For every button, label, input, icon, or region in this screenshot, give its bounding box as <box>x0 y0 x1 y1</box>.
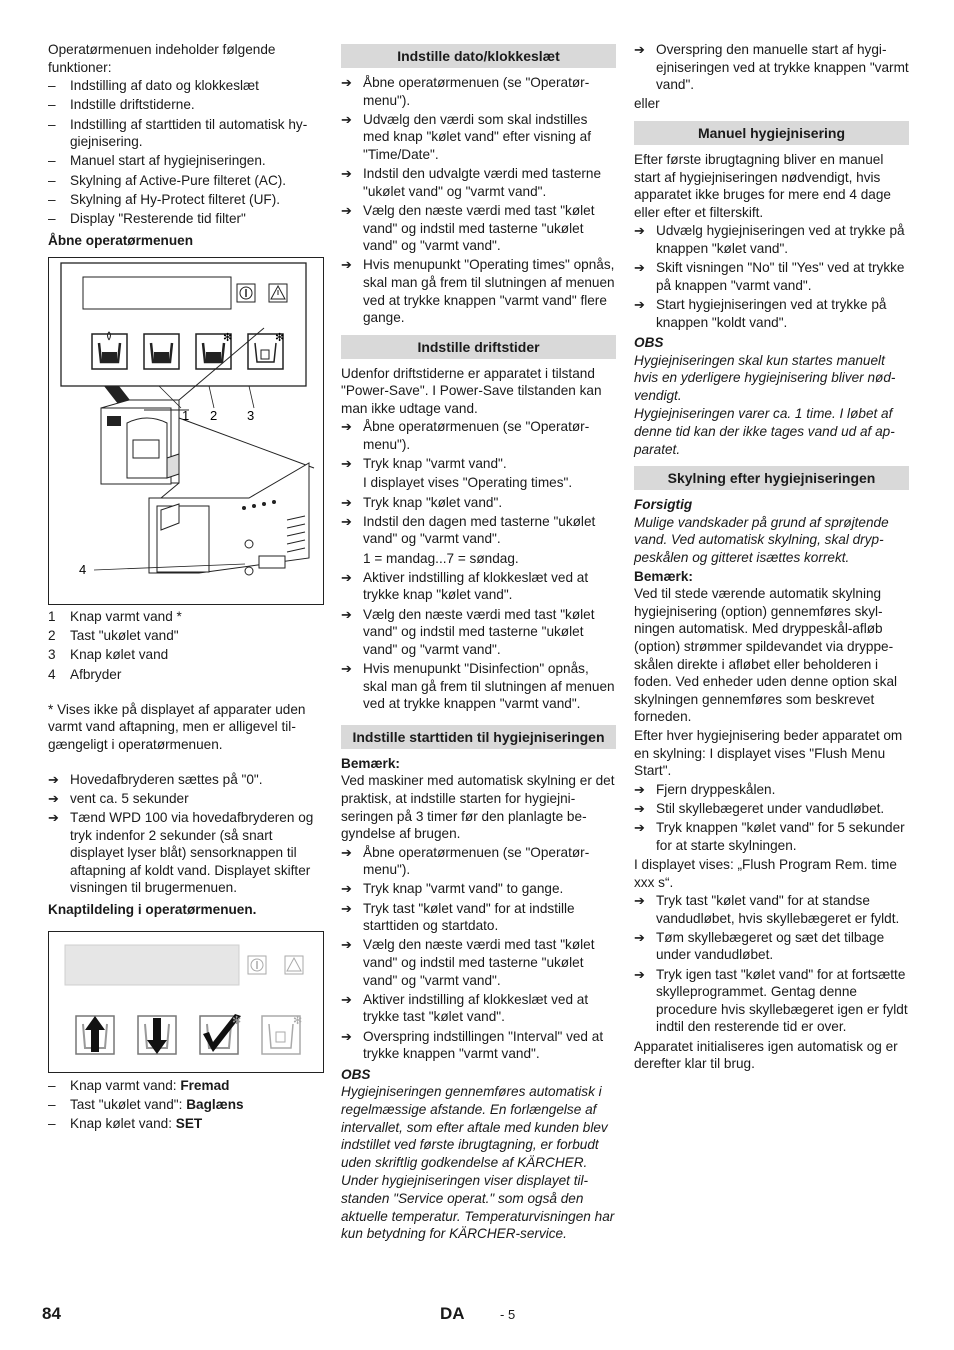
open-menu-heading: Åbne operatørmenuen <box>48 232 194 248</box>
list-item: – Indstille driftstiderne. <box>48 96 325 114</box>
step-item: ➔ Overspring den manuelle start af hygiejniseringen ved at trykke knappen "varmt vand". <box>634 41 909 94</box>
column-middle <box>341 44 616 1244</box>
step-item: ➔ Fjern dryppeskålen. <box>634 781 909 799</box>
paragraph: Hygiejniseringen skal kun startes manuelt hvis en yderligere hygiejnisering bliver nødvendigt. <box>634 352 896 403</box>
caution-label: Forsigtig <box>634 497 693 513</box>
legend-item: 3 Knap kølet vand <box>48 647 169 663</box>
step-item: ➔ Aktiver indstilling af klokkeslæt ved at trykke knap "kølet vand". <box>341 569 616 604</box>
paragraph: Apparatet initialiseres igen automatisk og er derefter klar til brug. <box>634 1038 898 1072</box>
step-item: ➔ Hvis menupunkt "Disinfection" opnås, skal man gå frem til slutningen af menuen ved at trykke knappen "varmt vand". <box>341 660 616 713</box>
step-item: ➔ Tryk knap "varmt vand" to gange. <box>341 880 616 898</box>
flush-icon <box>262 1014 302 1054</box>
paragraph: Efter hver hygiejnisering beder apparatet om en skylning: I displayet vises "Flush Menu Start". <box>634 727 903 779</box>
list-item: – Tast "ukølet vand": Baglæns <box>48 1096 325 1114</box>
section-heading: Indstille driftstider <box>341 335 616 359</box>
language-code: DA <box>440 1304 465 1323</box>
paragraph: eller <box>634 96 660 112</box>
obs-label: OBS <box>634 335 664 351</box>
step-item: ➔ Åbne operatørmenuen (se "Operatørmenu"). <box>341 844 616 879</box>
step-item: ➔ Tryk tast "kølet vand" for at indstille starttiden og startdato. <box>341 900 616 935</box>
step-item: ➔ Udvælg hygiejniseringen ved at trykke på knappen "kølet vand". <box>634 222 909 257</box>
keys-illustration <box>49 932 323 1072</box>
paragraph: I displayet vises: „Flush Program Rem. time xxx s“. <box>634 856 897 890</box>
figure-legend <box>48 608 325 683</box>
list-item: – Indstilling af starttiden til automatisk hygiejnisering. <box>48 116 325 151</box>
warning-icon <box>285 956 303 974</box>
step-item: ➔ Hovedafbryderen sættes på "0". <box>48 771 325 789</box>
step-item: ➔ Vælg den næste værdi med tast "kølet vand" og indstil med tasterne "ukølet vand" og "varmt vand". <box>341 936 616 989</box>
step-item: ➔ Tryk igen tast "kølet vand" for at fortsætte skylleprogrammet. Gentag denne procedure hvis skyllebægeret igen er fyldt indtil den resterende tid er over. <box>634 966 909 1036</box>
arrow-up-icon <box>76 1016 114 1054</box>
section-heading: Manuel hygiejnisering <box>634 121 909 145</box>
step-item: ➔ Udvælg den værdi som skal indstilles med knap "kølet vand" efter visning af "Time/Date". <box>341 111 616 164</box>
device-illustration <box>49 258 323 604</box>
step-item: ➔ Tryk tast "kølet vand" for at standse vandudløbet, hvis skyllebægeret er fyldt. <box>634 892 909 927</box>
figure-label: 1 <box>182 408 190 424</box>
step-item: ➔ Tøm skyllebægeret og sæt det tilbage under vandudløbet. <box>634 929 909 964</box>
note-label: Bemærk: <box>341 755 400 771</box>
intro-text: Operatørmenuen indeholder følgende funktioner: <box>48 42 276 75</box>
list-item: – Manuel start af hygiejniseringen. <box>48 152 325 170</box>
step-item: ➔ Start hygiejniseringen ved at trykke på knappen "koldt vand". <box>634 296 909 331</box>
obs-label: OBS <box>341 1066 371 1082</box>
step-item: ➔ Tryk knappen "kølet vand" for 5 sekunder for at starte skylningen. <box>634 819 909 854</box>
keys-heading: Knaptildeling i operatørmenuen. <box>48 901 257 917</box>
step-item: ➔ Indstil den udvalgte værdi med tasterne "ukølet vand" og "varmt vand". <box>341 165 616 200</box>
step-item: ➔ Åbne operatørmenuen (se "Operatørmenu"). <box>341 418 616 453</box>
list-item: – Knap kølet vand: SET <box>48 1115 325 1133</box>
svg-text:✻: ✻ <box>223 331 233 345</box>
svg-text:✻: ✻ <box>293 1013 303 1027</box>
keys-figure <box>48 931 324 1073</box>
paragraph: Under hygiejniseringen viser displayet tilstanden "Service operat." som også den aktuelle temperatur. Temperaturvisningen har kun betydning for KÄRCHER-service. <box>341 1173 615 1242</box>
functions-list <box>48 77 325 227</box>
step-item: ➔ Tænd WPD 100 via hovedafbryderen og tryk indenfor 2 sekunder (så snart displayet lyser blåt) sensorknappen til aftapning af koldt vand. Displayet skifter visningen til brugermenuen. <box>48 809 325 897</box>
sub-page-number: - 5 <box>500 1307 516 1322</box>
step-item: ➔ Overspring indstillingen "Interval" ved at trykke knappen "varmt vand". <box>341 1028 616 1063</box>
section-heading: Indstille dato/klokkeslæt <box>341 44 616 68</box>
footnote: * Vises ikke på displayet af apparater uden varmt vand aftapning, men er alligevel tilgængeligt i operatørmenuen. <box>48 701 306 753</box>
paragraph: Hygiejniseringen varer ca. 1 time. I løbet af denne tid kan der ikke tages vand ud af apparatet. <box>634 406 895 457</box>
paragraph: Hygiejniseringen gennemføres automatisk i regelmæssige afstande. En forlængelse af intervallet, som efter aftale med kunden blev indstillet ved første ibrugtagning, er forbudt uden skriftlig godkendelse af KÄRCHER. <box>341 1084 608 1170</box>
figure-label: 2 <box>210 408 218 424</box>
keys-list <box>48 1077 325 1133</box>
step-item: ➔ Tryk knap "varmt vand". <box>341 455 616 473</box>
step-item: ➔ Tryk knap "kølet vand". <box>341 494 616 512</box>
legend-item: 4 Afbryder <box>48 666 122 682</box>
step-item: ➔ Stil skyllebægeret under vandudløbet. <box>634 800 909 818</box>
device-figure <box>48 257 324 605</box>
step-item: ➔ Indstil den dagen med tasterne "ukølet vand" og "varmt vand". <box>341 513 616 548</box>
svg-text:✻: ✻ <box>275 331 285 345</box>
info-icon <box>248 956 266 974</box>
startup-steps <box>48 771 325 897</box>
column-right <box>634 41 909 1074</box>
step-item: ➔ Aktiver indstilling af klokkeslæt ved at trykke tast "kølet vand". <box>341 991 616 1026</box>
column-left <box>48 41 325 1134</box>
step-item: ➔ vent ca. 5 sekunder <box>48 790 325 808</box>
paragraph: Udenfor driftstiderne er apparatet i tilstand "Power-Save". I Power-Save tilstanden kan man ikke udtage vand. <box>341 365 602 416</box>
step-item: ➔ Skift visningen "No" til "Yes" ved at trykke på knappen "varmt vand". <box>634 259 909 294</box>
list-item: – Display "Resterende tid filter" <box>48 210 325 228</box>
legend-item: 2 Tast "ukølet vand" <box>48 628 179 644</box>
list-item: – Skylning af Hy-Protect filteret (UF). <box>48 191 325 209</box>
paragraph: Efter første ibrugtagning bliver en manuel start af hygiejniseringen nødvendigt, hvis apparatet ikke bruges for mere end 4 dage eller efter et filterskift. <box>634 151 891 220</box>
section-heading: Skylning efter hygiejniseringen <box>634 466 909 490</box>
paragraph: Mulige vandskader på grund af sprøjtende vand. Ved automatisk skylning, skal dryppeskålen og gitteret isættes korrekt. <box>634 514 889 566</box>
section-heading: Indstille starttiden til hygiejniseringen <box>341 725 616 749</box>
arrow-down-icon <box>138 1016 176 1054</box>
list-item: – Indstilling af dato og klokkeslæt <box>48 77 325 95</box>
legend-item: 1 Knap varmt vand * <box>48 609 182 625</box>
checkmark-icon <box>200 1014 241 1054</box>
figure-label: 4 <box>79 562 87 578</box>
note-label: Bemærk: <box>634 568 693 584</box>
paragraph: I displayet vises "Operating times". <box>363 475 573 491</box>
figure-label: 3 <box>247 408 255 424</box>
page-number: 84 <box>42 1304 61 1323</box>
paragraph: Ved til stede værende automatik skylning hygiejnisering (option) gennemføres skylningen automatisk. Med dryppeskål-afløb (option) strømmer spildevandet via dryppeskålen direkte i afløbet eller beholderen i foden. Ved enheder uden denne option skal skylningen gennemføres som beskrevet forneden. <box>634 586 898 725</box>
paragraph: 1 = mandag...7 = søndag. <box>363 550 519 566</box>
step-item: ➔ Åbne operatørmenuen (se "Operatørmenu"). <box>341 74 616 109</box>
step-item: ➔ Hvis menupunkt "Operating times" opnås, skal man gå frem til slutningen af menuen ved at trykke knappen "varmt vand" flere gange. <box>341 256 616 326</box>
paragraph: Ved maskiner med automatisk skylning er det praktisk, at indstille starten for hygiejniseringen på 3 timer før den planlagte begyndelse af brugen. <box>341 773 615 842</box>
step-item: ➔ Vælg den næste værdi med tast "kølet vand" og indstil med tasterne "ukølet vand" og "varmt vand". <box>341 202 616 255</box>
svg-text:✻: ✻ <box>232 1013 242 1027</box>
step-item: ➔ Vælg den næste værdi med tast "kølet vand" og indstil med tasterne "ukølet vand" og "varmt vand". <box>341 606 616 659</box>
list-item: – Skylning af Active-Pure filteret (AC). <box>48 172 325 190</box>
list-item: – Knap varmt vand: Fremad <box>48 1077 325 1095</box>
